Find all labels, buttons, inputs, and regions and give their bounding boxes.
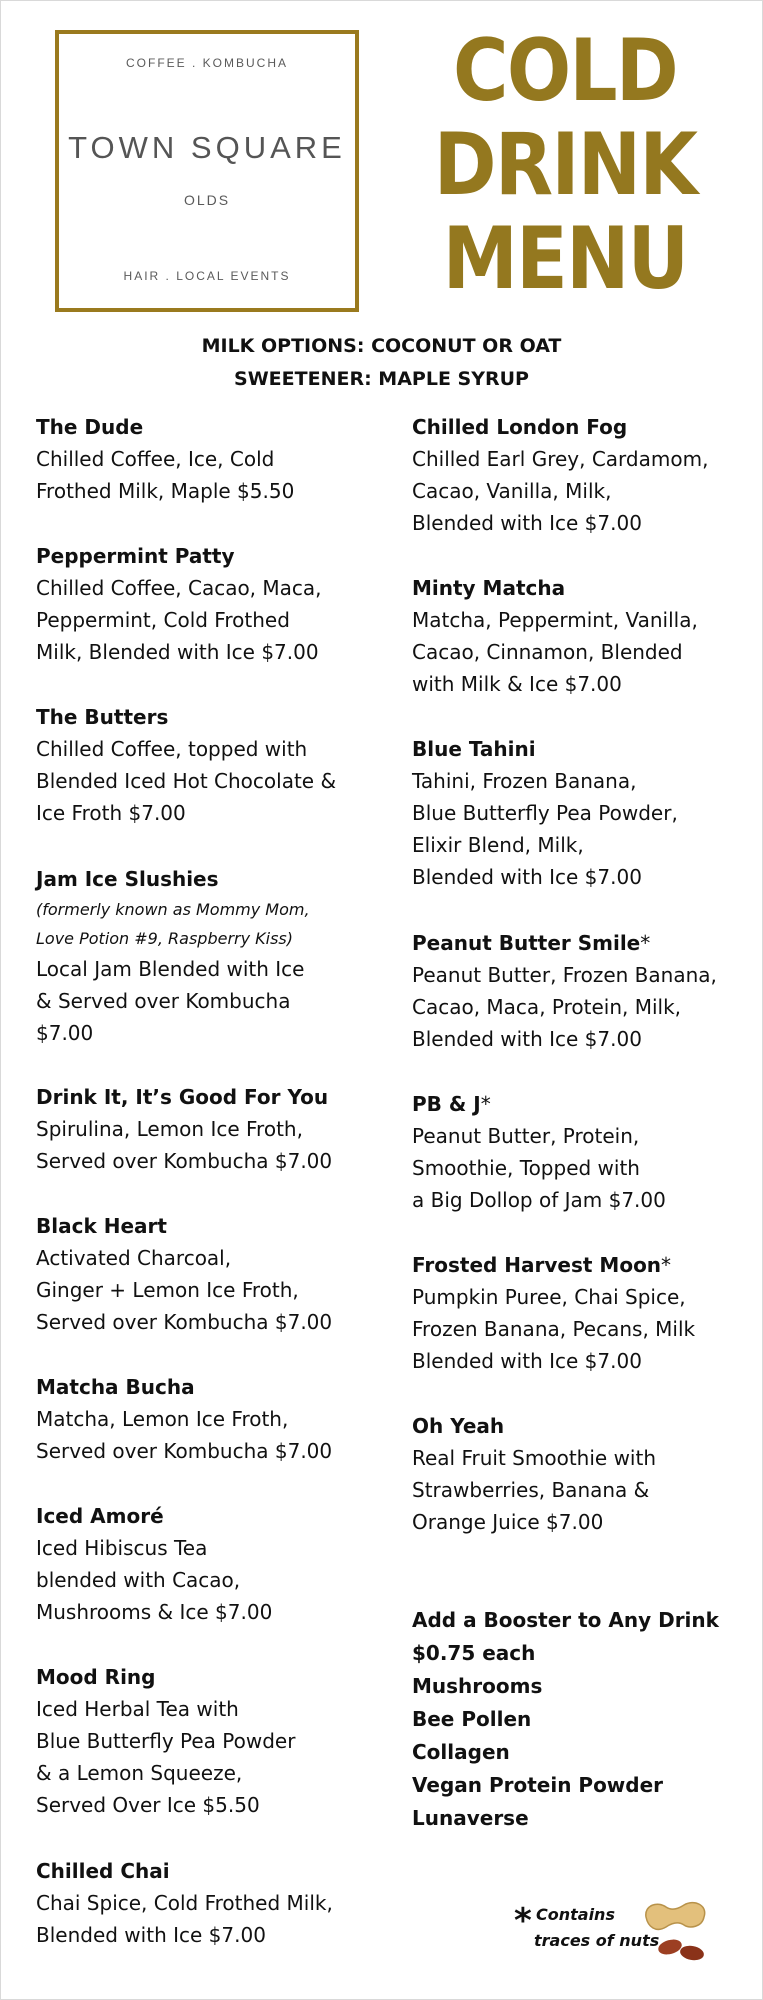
drink-description: Peppermint, Cold Frothed xyxy=(36,608,290,632)
drink-name xyxy=(412,572,762,604)
drink-description: Chai Spice, Cold Frothed Milk, xyxy=(36,1891,333,1915)
drink-description: Blended Iced Hot Chocolate & xyxy=(36,769,337,793)
drink-description: Iced Herbal Tea with xyxy=(36,1697,239,1721)
drink-name-text: Drink It, It’s Good For You xyxy=(36,1085,329,1109)
town-square-logo xyxy=(55,30,359,312)
drink-description: Cacao, Maca, Protein, Milk, xyxy=(412,995,682,1019)
menu-item xyxy=(412,1410,762,1538)
drink-description: blended with Cacao, xyxy=(36,1568,241,1592)
drink-description: Blue Butterfly Pea Powder xyxy=(36,1729,296,1753)
drink-description: Milk, Blended with Ice $7.00 xyxy=(36,640,319,664)
booster-line: Lunaverse xyxy=(412,1806,529,1830)
title-line: MENU xyxy=(442,209,688,309)
drink-description: Iced Hibiscus Tea xyxy=(36,1536,208,1560)
drink-name xyxy=(36,1371,386,1403)
menu-item xyxy=(36,1210,386,1338)
drink-description: Real Fruit Smoothie with xyxy=(412,1446,656,1470)
menu-item xyxy=(36,1500,386,1628)
booster-line: $0.75 each xyxy=(412,1641,536,1665)
drink-name xyxy=(36,1500,386,1532)
drink-name-text: The Butters xyxy=(36,705,169,729)
nut-star: * xyxy=(640,931,651,955)
drink-description: Frothed Milk, Maple $5.50 xyxy=(36,479,295,503)
menu-item xyxy=(36,1371,386,1467)
menu-item xyxy=(412,1088,762,1216)
drink-description: Activated Charcoal, xyxy=(36,1246,232,1270)
drink-name-text: Jam Ice Slushies xyxy=(36,867,219,891)
drink-name-text: Mood Ring xyxy=(36,1665,156,1689)
drink-name xyxy=(36,1081,386,1113)
peanut-icon xyxy=(640,1897,720,1967)
logo-name: TOWN SQUARE xyxy=(68,130,346,165)
drink-description: Ginger + Lemon Ice Froth, xyxy=(36,1278,299,1302)
drink-description: Strawberries, Banana & xyxy=(412,1478,650,1502)
booster-line: Vegan Protein Powder xyxy=(412,1773,664,1797)
drink-note: (formerly known as Mommy Mom, xyxy=(36,900,310,919)
drink-description: Pumpkin Puree, Chai Spice, xyxy=(412,1285,686,1309)
booster-heading: Add a Booster to Any Drink xyxy=(412,1608,719,1632)
drink-name-text: Chilled Chai xyxy=(36,1859,170,1883)
menu-item xyxy=(36,411,386,507)
drink-name-text: Chilled London Fog xyxy=(412,415,628,439)
booster-line: Mushrooms xyxy=(412,1674,543,1698)
drink-description: Smoothie, Topped with xyxy=(412,1156,640,1180)
drink-description: $7.00 xyxy=(36,1021,94,1045)
drink-name-text: Minty Matcha xyxy=(412,576,566,600)
menu-item xyxy=(36,1661,386,1821)
drink-name xyxy=(36,1210,386,1242)
menu-item xyxy=(36,1081,386,1177)
drink-description: Served over Kombucha $7.00 xyxy=(36,1439,333,1463)
drink-description: Elixir Blend, Milk, xyxy=(412,833,584,857)
drink-description: a Big Dollop of Jam $7.00 xyxy=(412,1188,666,1212)
logo-bottom-line: HAIR . LOCAL EVENTS xyxy=(123,269,291,283)
drink-name-text: Black Heart xyxy=(36,1214,167,1238)
menu-item xyxy=(412,733,762,893)
drink-description: Blue Butterfly Pea Powder, xyxy=(412,801,678,825)
drink-description: Chilled Coffee, Ice, Cold xyxy=(36,447,275,471)
drink-name-text: Peanut Butter Smile xyxy=(412,931,641,955)
nut-warning xyxy=(514,1897,754,1967)
drink-name xyxy=(36,411,386,443)
drink-name-text: Peppermint Patty xyxy=(36,544,235,568)
nut-star: * xyxy=(661,1253,672,1277)
booster-section xyxy=(412,1604,719,1835)
drink-description: & Served over Kombucha xyxy=(36,989,291,1013)
drink-name-text: Blue Tahini xyxy=(412,737,536,761)
drink-name xyxy=(36,540,386,572)
drink-description: Blended with Ice $7.00 xyxy=(412,865,642,889)
drink-description: Blended with Ice $7.00 xyxy=(412,511,642,535)
drink-description: Mushrooms & Ice $7.00 xyxy=(36,1600,273,1624)
drink-name-text: The Dude xyxy=(36,415,144,439)
drink-description: Peanut Butter, Frozen Banana, xyxy=(412,963,717,987)
drink-name xyxy=(36,863,386,895)
drink-name xyxy=(412,411,762,443)
menu-item xyxy=(412,572,762,700)
drink-name xyxy=(412,733,762,765)
drink-name xyxy=(36,1855,386,1887)
drink-description: & a Lemon Squeeze, xyxy=(36,1761,243,1785)
menu-item xyxy=(412,927,762,1055)
drink-name-text: Oh Yeah xyxy=(412,1414,505,1438)
drink-description: Matcha, Lemon Ice Froth, xyxy=(36,1407,289,1431)
drink-name xyxy=(36,701,386,733)
menu-item xyxy=(412,1249,762,1377)
drink-note: Love Potion #9, Raspberry Kiss) xyxy=(36,929,294,948)
drink-description: Served Over Ice $5.50 xyxy=(36,1793,260,1817)
drink-description: Cacao, Vanilla, Milk, xyxy=(412,479,612,503)
drink-description: Frozen Banana, Pecans, Milk xyxy=(412,1317,696,1341)
nut-note-line: traces of nuts xyxy=(534,1931,660,1950)
drink-name-text: Matcha Bucha xyxy=(36,1375,195,1399)
menu-item xyxy=(412,411,762,539)
drink-name xyxy=(412,927,762,959)
booster-line: Bee Pollen xyxy=(412,1707,532,1731)
drink-description: Orange Juice $7.00 xyxy=(412,1510,604,1534)
menu-item xyxy=(36,1855,386,1951)
drink-name xyxy=(412,1410,762,1442)
drink-name xyxy=(412,1088,762,1120)
logo-sub: OLDS xyxy=(183,192,231,208)
sweetener-option: SWEETENER: MAPLE SYRUP xyxy=(234,368,529,390)
drink-description: Chilled Coffee, Cacao, Maca, xyxy=(36,576,322,600)
drink-name xyxy=(412,1249,762,1281)
menu-item xyxy=(36,701,386,829)
drink-description: Local Jam Blended with Ice xyxy=(36,957,305,981)
nut-asterisk: * xyxy=(514,1901,532,1941)
drink-name-text: Iced Amoré xyxy=(36,1504,164,1528)
drink-description: Served over Kombucha $7.00 xyxy=(36,1310,333,1334)
milk-options: MILK OPTIONS: COCONUT OR OAT xyxy=(201,335,562,357)
drink-description: Blended with Ice $7.00 xyxy=(412,1349,642,1373)
drink-description: Peanut Butter, Protein, xyxy=(412,1124,640,1148)
drink-description: Chilled Earl Grey, Cardamom, xyxy=(412,447,709,471)
booster-line: Collagen xyxy=(412,1740,510,1764)
drink-description: Matcha, Peppermint, Vanilla, xyxy=(412,608,698,632)
drink-name-text: Frosted Harvest Moon xyxy=(412,1253,662,1277)
drink-name-text: PB & J xyxy=(412,1092,481,1116)
drink-description: Cacao, Cinnamon, Blended xyxy=(412,640,683,664)
drink-description: with Milk & Ice $7.00 xyxy=(412,672,622,696)
drink-description: Blended with Ice $7.00 xyxy=(412,1027,642,1051)
drink-description: Chilled Coffee, topped with xyxy=(36,737,308,761)
menu-title xyxy=(424,21,706,309)
title-line: DRINK xyxy=(433,115,697,215)
menu-item xyxy=(36,540,386,668)
drink-description: Blended with Ice $7.00 xyxy=(36,1923,266,1947)
menu-item xyxy=(36,863,386,1049)
title-line: COLD xyxy=(453,21,677,121)
drink-description: Spirulina, Lemon Ice Froth, xyxy=(36,1117,303,1141)
drink-description: Ice Froth $7.00 xyxy=(36,801,186,825)
drink-description: Served over Kombucha $7.00 xyxy=(36,1149,333,1173)
logo-top-line: COFFEE . KOMBUCHA xyxy=(125,56,288,70)
drink-name xyxy=(36,1661,386,1693)
drink-description: Tahini, Frozen Banana, xyxy=(412,769,637,793)
nut-star: * xyxy=(480,1092,491,1116)
nut-note-line: Contains xyxy=(536,1905,615,1924)
